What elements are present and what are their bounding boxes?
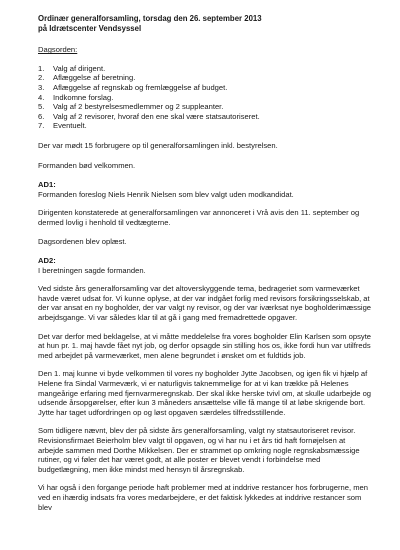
ad1-read-paragraph: Dagsordenen blev oplæst. (38, 236, 127, 246)
ad2-paragraph-3: Den 1. maj kunne vi byde velkommen til vores ny bogholder Jytte Jacobsen, og igen fik vi hjælp af Helene fra Sindal Varmeværk, vi er naturligvis taknemmelige for at vi kan trække på Helenes mangeårige erfaring med fjernvarmeregnskab. Der skal ikke herske tvivl om, at skulle udarbejde og udsende årsopgørelser, efter kun 3 måneders ansættelse ville få mange til at løbe skrigende bort. Jytte har taget udfordringen op og løst opgaven særdeles tilfredsstillende. (38, 369, 372, 417)
agenda-item: 2. Aflæggelse af beretning. (38, 73, 136, 83)
title-line-2: på Idrætscenter Vendsyssel (38, 23, 142, 33)
ad2-paragraph-4: Som tidligere nævnt, blev der på sidste års generalforsamling, valgt ny statsautoriseret revisor. Revisionsfirmaet Beierholm blev valgt til opgaven, og vi har nu i et års tid haft fornøjelsen at arbejde sammen med Dorthe Mikkelsen. Der er strammet op omkring nogle regnskabsmæssige rutiner, og vi føler det har været godt, at alle poster er blevet vendt i forbindelse med budgetlægning, men ikke mindst med hensyn til årsregnskab. (38, 426, 360, 474)
ad2-heading: AD2: (38, 256, 56, 266)
agenda-item: 5. Valg af 2 bestyrelsesmedlemmer og 2 suppleanter. (38, 102, 224, 112)
title-line-1: Ordinær generalforsamling, torsdag den 26. september 2013 (38, 14, 262, 23)
agenda-item: 6. Valg af 2 revisorer, hvoraf den ene skal være statsautoriseret. (38, 111, 260, 121)
agenda-item: 1. Valg af dirigent. (38, 63, 106, 73)
attendance-paragraph: Der var mødt 15 forbrugere op til generalforsamlingen inkl. bestyrelsen. (38, 140, 278, 150)
ad1-heading: AD1: (38, 180, 56, 190)
agenda-heading: Dagsorden: (38, 45, 78, 55)
ad1-dirigent-paragraph: Dirigenten konstaterede at generalforsamlingen var annonceret i Vrå avis den 11. september og dermed lovlig i henhold til vedtægterne. (38, 208, 360, 227)
agenda-list (38, 64, 372, 131)
welcome-paragraph: Formanden bød velkommen. (38, 160, 136, 170)
agenda-item: 4. Indkomne forslag. (38, 92, 114, 102)
agenda-item: 3. Aflæggelse af regnskab og fremlæggelse af budget. (38, 82, 228, 92)
agenda-item: 7. Eventuelt. (38, 121, 87, 131)
ad2-paragraph-1: Ved sidste års generalforsamling var det altoverskyggende tema, bedrageriet som varmeværket havde været udsat for. Vi kunne oplyse, at der var indgået forlig med revisors forsikringsselskab, at der var ansat en ny bogholder, der var valgt ny revisor, og der var iværksat nye bogholderimæssige arbejdsgange. Vi var således klar til at gå i gang med fremadrettede opgaver. (38, 284, 372, 323)
ad2-intro-paragraph: I beretningen sagde formanden. (38, 265, 146, 275)
ad1-paragraph: Formanden foreslog Niels Henrik Nielsen som blev valgt uden modkandidat. (38, 189, 294, 199)
ad2-paragraph-2: Det var derfor med beklagelse, at vi måtte meddelelse fra vores bogholder Elin Karlsen som opsyte at hun pr. 1. maj havde fået nyt job, og derfor opsagde sin stilling hos os, ikke fordi hun var utilfreds med arbejdet på varmeværket, men alene begrundet i ønsket om et fuldtids job. (38, 331, 372, 360)
ad2-paragraph-5: Vi har også i den forgange periode haft problemer med at inddrive restancer hos forbrugerne, men ved en ihærdig indsats fra vores medarbejdere, er det faktisk lykkedes at inddrive restancer som blev (38, 483, 368, 512)
document-title (38, 14, 372, 33)
